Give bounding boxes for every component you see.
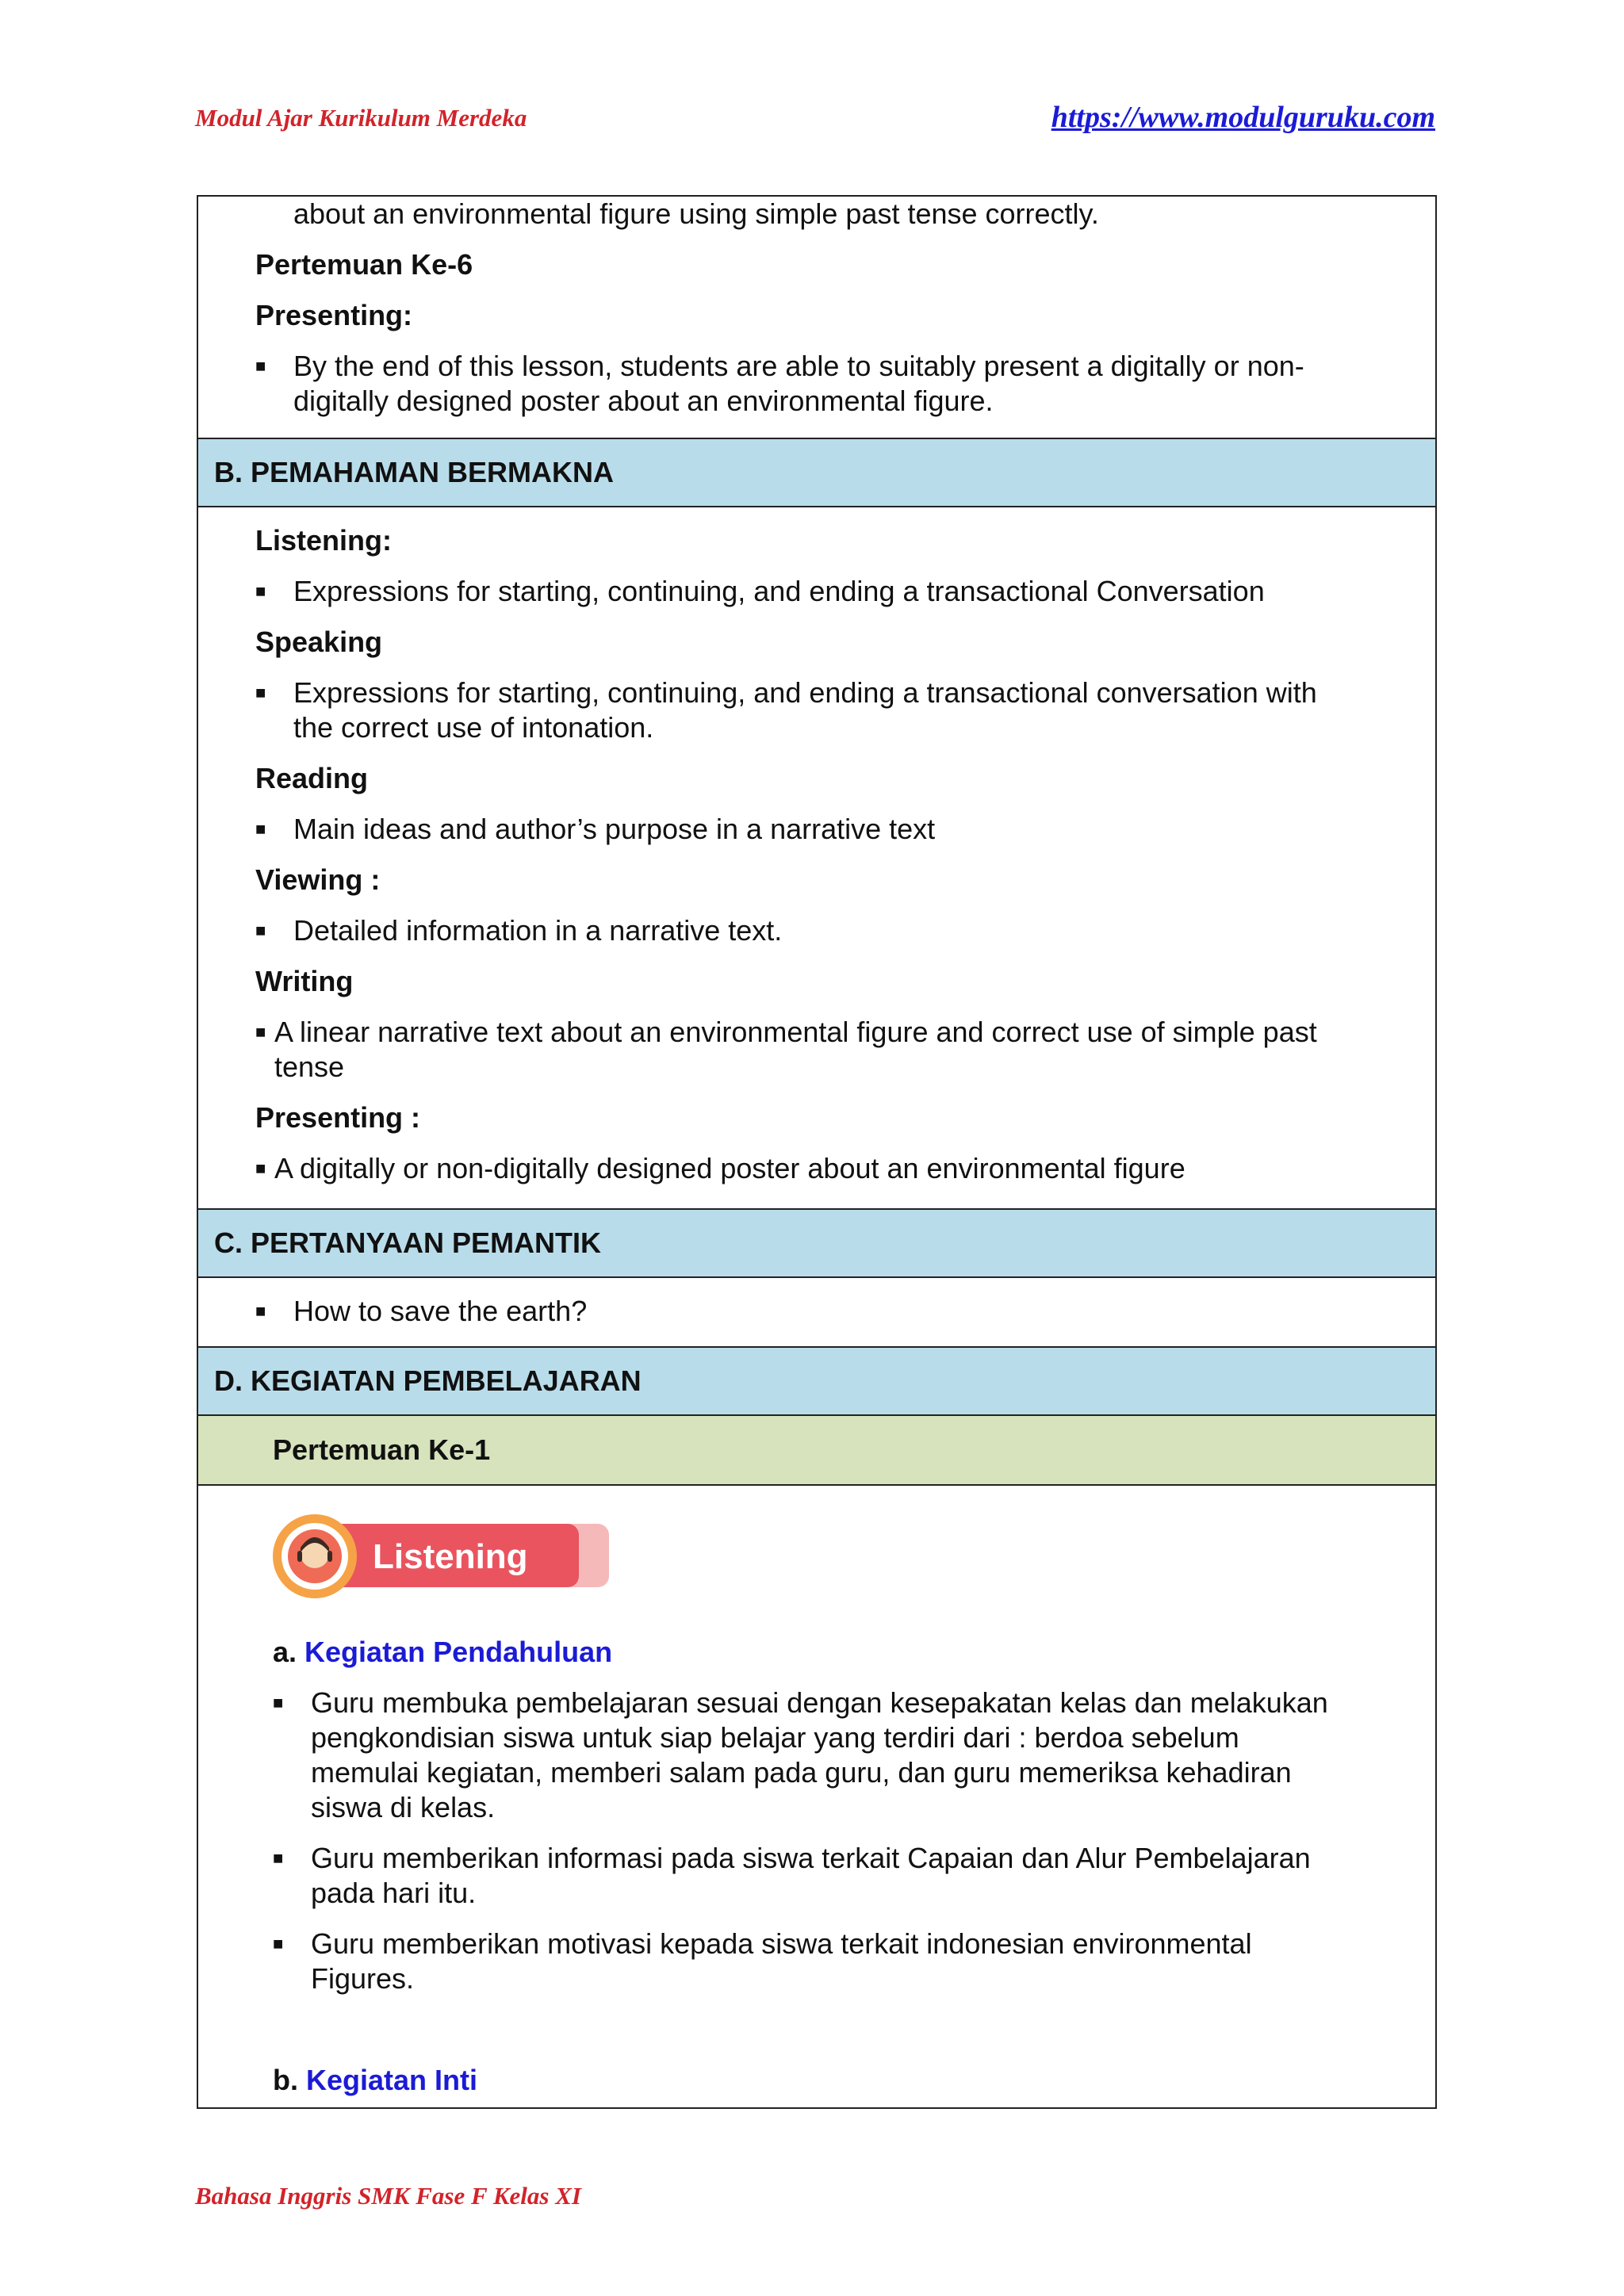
listening-heading: Listening:	[255, 524, 392, 557]
reading-item: Main ideas and author’s purpose in a narrative text	[293, 813, 936, 845]
speaking-item-line-1: Expressions for starting, continuing, and ending a transactional conversation with	[293, 676, 1317, 709]
pemantik-question: How to save the earth?	[293, 1295, 588, 1327]
bullet-icon: ■	[273, 1934, 284, 1954]
pendahuluan-item-3-line-1: Guru memberikan motivasi kepada siswa terkait indonesian environmental	[311, 1927, 1252, 1960]
bullet-icon: ■	[255, 581, 266, 601]
viewing-heading: Viewing :	[255, 863, 381, 896]
kegiatan-inti-title: Kegiatan Inti	[306, 2064, 478, 2096]
writing-item-line-1: A linear narrative text about an environmental figure and correct use of simple past	[274, 1016, 1317, 1048]
pertemuan-ke-1-heading: Pertemuan Ke-1	[273, 1433, 491, 1466]
footer-subject: Bahasa Inggris SMK Fase F Kelas XI	[195, 2182, 581, 2210]
bullet-icon: ■	[255, 683, 266, 702]
presenting-objective-line-1: By the end of this lesson, students are able to suitably present a digitally or non-	[293, 350, 1304, 382]
pendahuluan-item-2-line-2: pada hari itu.	[311, 1877, 477, 1909]
speaking-heading: Speaking	[255, 626, 383, 658]
bullet-icon: ■	[273, 1693, 284, 1712]
listening-badge	[271, 1513, 612, 1600]
header-website-link[interactable]: https://www.modulguruku.com	[1051, 101, 1435, 134]
pendahuluan-item-1-line-3: memulai kegiatan, memberi salam pada guru, dan guru memeriksa kehadiran	[311, 1756, 1292, 1789]
listening-item: Expressions for starting, continuing, and ending a transactional Conversation	[293, 575, 1265, 607]
presenting-item: A digitally or non-digitally designed poster about an environmental figure	[274, 1152, 1185, 1184]
section-b-title: B. PEMAHAMAN BERMAKNA	[214, 456, 614, 488]
reading-heading: Reading	[255, 762, 369, 794]
bullet-icon: ■	[255, 819, 266, 839]
bullet-icon: ■	[255, 1301, 266, 1321]
presenting-objective-line-2: digitally designed poster about an environmental figure.	[293, 385, 994, 417]
bullet-icon: ■	[255, 356, 266, 376]
presenting-b-heading: Presenting :	[255, 1101, 421, 1134]
section-d-header	[198, 1346, 1435, 1416]
section-b-prefix: b.	[273, 2064, 306, 2096]
writing-heading: Writing	[255, 965, 354, 997]
bullet-icon: ■	[273, 1848, 284, 1868]
section-a-prefix: a.	[273, 1636, 305, 1668]
pendahuluan-item-1-line-2: pengkondisian siswa untuk siap belajar yang terdiri dari : berdoa sebelum	[311, 1721, 1239, 1754]
content-table	[197, 195, 1437, 2109]
pertemuan-ke-1-bar	[198, 1416, 1435, 1486]
presenting-heading: Presenting:	[255, 299, 413, 331]
section-c-title: C. PERTANYAAN PEMANTIK	[214, 1226, 602, 1259]
bullet-icon: ■	[255, 1158, 266, 1178]
kegiatan-inti-heading	[273, 2063, 477, 2098]
pendahuluan-item-3-line-2: Figures.	[311, 1962, 415, 1995]
pendahuluan-item-2-line-1: Guru memberikan informasi pada siswa terkait Capaian dan Alur Pembelajaran	[311, 1842, 1311, 1874]
section-b-header	[198, 438, 1435, 507]
kegiatan-pendahuluan-title: Kegiatan Pendahuluan	[304, 1636, 613, 1668]
listening-badge-graphic	[271, 1513, 612, 1600]
continued-objective-text: about an environmental figure using simple past tense correctly.	[293, 197, 1099, 230]
section-d-title: D. KEGIATAN PEMBELAJARAN	[214, 1364, 642, 1397]
writing-item-line-2: tense	[274, 1050, 345, 1083]
listening-badge-label: Listening	[373, 1537, 528, 1576]
bullet-icon: ■	[255, 1022, 266, 1042]
viewing-item: Detailed information in a narrative text.	[293, 914, 783, 947]
header-module-title: Modul Ajar Kurikulum Merdeka	[195, 104, 527, 132]
bullet-icon: ■	[255, 920, 266, 940]
pertemuan-ke-6-heading: Pertemuan Ke-6	[255, 248, 473, 281]
pendahuluan-item-1-line-4: siswa di kelas.	[311, 1791, 496, 1823]
section-c-header	[198, 1208, 1435, 1278]
kegiatan-pendahuluan-heading	[273, 1635, 612, 1670]
speaking-item-line-2: the correct use of intonation.	[293, 711, 654, 744]
pendahuluan-item-1-line-1: Guru membuka pembelajaran sesuai dengan kesepakatan kelas dan melakukan	[311, 1686, 1328, 1719]
